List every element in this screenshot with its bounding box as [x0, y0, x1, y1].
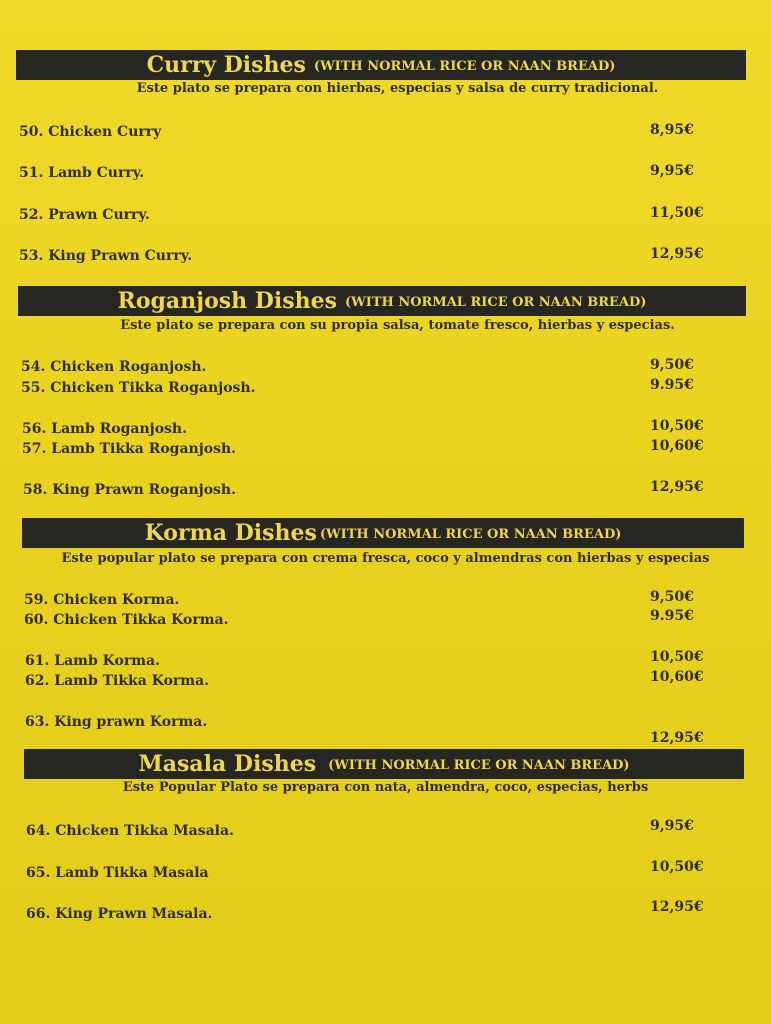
menu-item-name: 57. Lamb Tikka Roganjosh.: [22, 441, 237, 457]
menu-item-price: 10,50€: [650, 418, 704, 434]
section-subtitle: (WITH NORMAL RICE OR NAAN BREAD): [345, 294, 647, 310]
section-subtitle: (WITH NORMAL RICE OR NAAN BREAD): [313, 58, 616, 74]
menu-item-price: 12,95€: [650, 899, 704, 915]
menu-item-name: 51. Lamb Curry.: [19, 165, 145, 181]
menu-item-name: 63. King prawn Korma.: [25, 714, 208, 730]
menu-item-price: 8,95€: [650, 122, 694, 138]
menu-item-price: 10,50€: [650, 859, 704, 875]
menu-item-price: 10,50€: [650, 649, 704, 665]
menu-item-name: 55. Chicken Tikka Roganjosh.: [21, 380, 256, 396]
menu-item-name: 64. Chicken Tikka Masala.: [26, 823, 234, 839]
menu-item-price: 11,50€: [650, 205, 704, 221]
menu-item-name: 58. King Prawn Roganjosh.: [23, 482, 236, 498]
menu-item-name: 59. Chicken Korma.: [24, 592, 180, 608]
section-description: Este plato se prepara con hierbas, especias y salsa de curry tradicional.: [136, 81, 659, 96]
section-banner-masala: [24, 749, 744, 779]
section-description: Este Popular Plato se prepara con nata, almendra, coco, especias, herbs: [122, 780, 649, 795]
section-banner-roganjosh: [18, 286, 746, 316]
section-banner-curry: [16, 50, 746, 80]
menu-item-name: 53. King Prawn Curry.: [19, 248, 193, 264]
menu-item-price: 12,95€: [650, 246, 704, 262]
section-banner-korma: [22, 518, 744, 548]
menu-item-price: 9,50€: [650, 357, 694, 373]
menu-item-name: 60. Chicken Tikka Korma.: [24, 612, 229, 628]
section-description: Este popular plato se prepara con crema fresca, coco y almendras con hierbas y especias: [61, 551, 710, 566]
section-title: Masala Dishes: [138, 751, 317, 777]
section-title: Korma Dishes: [144, 520, 317, 546]
menu-item-price: 12,95€: [650, 479, 704, 495]
menu-item-name: 50. Chicken Curry: [19, 124, 162, 140]
menu-item-price: 10,60€: [650, 438, 704, 454]
section-description: Este plato se prepara con su propia salsa, tomate fresco, hierbas y especias.: [120, 318, 675, 333]
menu-item-name: 52. Prawn Curry.: [19, 207, 150, 223]
section-title: Roganjosh Dishes: [117, 288, 337, 314]
menu-item-price: 9,50€: [650, 589, 694, 605]
menu-item-price: 12,95€: [650, 730, 704, 746]
menu-item-price: 9.95€: [650, 377, 694, 393]
section-title: Curry Dishes: [146, 52, 306, 78]
menu-item-price: 9,95€: [650, 163, 694, 179]
menu-item-price: 9.95€: [650, 608, 694, 624]
menu-item-name: 65. Lamb Tikka Masala: [26, 865, 209, 881]
menu-item-name: 54. Chicken Roganjosh.: [21, 359, 207, 375]
section-subtitle: (WITH NORMAL RICE OR NAAN BREAD): [319, 526, 622, 542]
menu-item-price: 10,60€: [650, 669, 704, 685]
menu-item-name: 61. Lamb Korma.: [25, 653, 160, 669]
menu-item-price: 9,95€: [650, 818, 694, 834]
menu-item-name: 66. King Prawn Masala.: [26, 906, 213, 922]
menu-item-name: 56. Lamb Roganjosh.: [22, 421, 187, 437]
menu-item-name: 62. Lamb Tikka Korma.: [25, 673, 210, 689]
section-subtitle: (WITH NORMAL RICE OR NAAN BREAD): [328, 757, 630, 773]
